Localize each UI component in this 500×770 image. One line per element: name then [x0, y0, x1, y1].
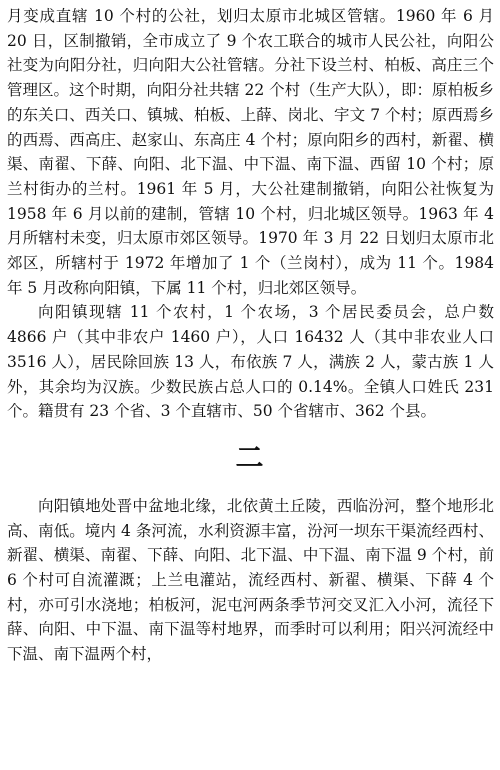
paragraph-geography: 向阳镇地处晋中盆地北缘，北依黄土丘陵，西临汾河，整个地形北高、南低。境内 4 条河流，水利资源丰富，汾河一坝东干渠流经西村、新翟、横渠、南翟、下薛、向阳、北下温、中下温、南下温 9 个村，前 6 个村可自流灌溉；上兰电灌站，流经西村、新翟、横渠、下薛 4 个村，亦可引水浇地；柏板河，泥屯河两条季节河交叉汇入小河，流径下薛、向阳、中下温、南下温等村地界，而季时可以利用；阳兴河流经中下温、南下温两个村，	[7, 496, 494, 664]
section-number: 二	[235, 440, 266, 474]
paragraph-history-continuation: 月变成直辖 10 个村的公社，划归太原市北城区管辖。1960 年 6 月 20 日，区制撤销，全市成立了 9 个农工联合的城市人民公社，向阳公社变为向阳分社，归向阳大公社管辖。分社下设兰村、柏板、高庄三个管理区。这个时期，向阳分社共辖 22 个村（生产大队），即：原柏板乡的东关口、西关口、镇城、柏板、上薛、岗北、宇文 7 个村；原西焉乡的西焉、西高庄、赵家山、东高庄 4 个村；原向阳乡的西村，新翟、横渠、南翟、下薛、向阳、北下温、中下温、南下温、西留 10 个村；原兰村街办的兰村。1961 年 5 月，大公社建制撤销，向阳公社恢复为 1958 年 6 月以前的建制，管辖 10 个村，归北城区领导。1963 年 4 月所辖村未变，归太原市郊区领导。1970 年 3 月 22 日划归太原市北郊区，所辖村于 1972 年增加了 1 个（兰岗村），成为 11 个。1984 年 5 月改称向阳镇，下属 11 个村，归北郊区领导。	[7, 7, 494, 297]
paragraph-current-jurisdiction: 向阳镇现辖 11 个农村，1 个农场，3 个居民委员会，总户数 4866 户（其中非农户 1460 户），人口 16432 人（其中非农业人口 3516 人），居民除回族 13 人，布依族 7 人，满族 2 人，蒙古族 1 人外，其余均为汉族。少数民族占总人口的 0.14%。全镇人口姓氏 231 个。籍贯有 23 个省、3 个直辖市、50 个省辖市、362 个县。	[7, 303, 494, 421]
section-heading	[7, 430, 494, 486]
